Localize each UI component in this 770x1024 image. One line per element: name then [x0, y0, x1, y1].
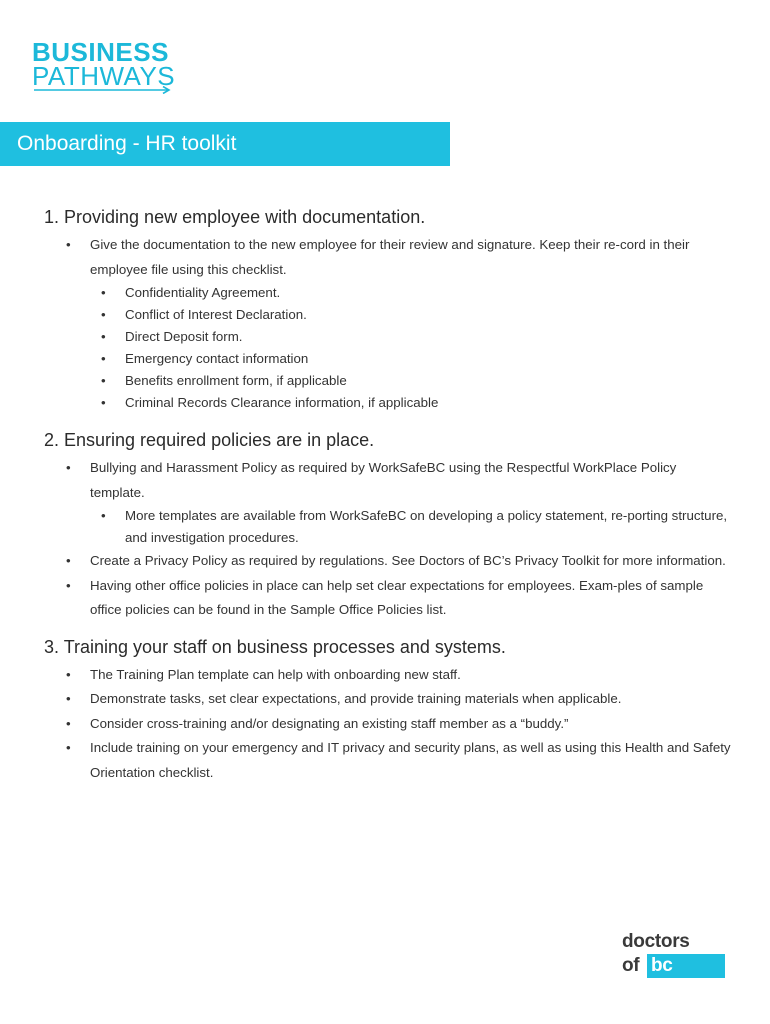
logo-line-pathways: PATHWAYS — [32, 61, 176, 91]
section-heading: 2. Ensuring required policies are in place. — [44, 430, 375, 450]
document-body — [44, 206, 734, 785]
bullet-list — [44, 456, 734, 623]
business-pathways-logo — [32, 38, 192, 94]
sub-list-item-text: Confidentiality Agreement. — [125, 285, 281, 300]
sub-list-item-text: Benefits enrollment form, if applicable — [125, 373, 347, 388]
sub-bullet-list — [90, 505, 734, 549]
list-item — [44, 456, 734, 549]
bullet-list — [44, 663, 734, 786]
logo-arrow-icon — [32, 86, 174, 94]
list-item — [44, 233, 734, 414]
sub-list-item — [90, 348, 734, 370]
sub-list-item-text: Conflict of Interest Declaration. — [125, 307, 307, 322]
bullet-list — [44, 233, 734, 414]
sub-list-item — [90, 282, 734, 304]
list-item-text: Consider cross-training and/or designating an existing staff member as a “buddy.” — [90, 715, 569, 731]
sub-list-item-text: Direct Deposit form. — [125, 329, 243, 344]
doctors-of-bc-logo — [622, 931, 732, 981]
bullet-icon: • — [101, 395, 106, 410]
bullet-icon: • — [66, 715, 71, 731]
section-documentation — [44, 206, 734, 414]
list-item-text: The Training Plan template can help with onboarding new staff. — [90, 666, 461, 682]
bullet-icon: • — [101, 285, 106, 300]
sub-bullet-list — [90, 282, 734, 414]
list-item-text: Bullying and Harassment Policy as required by WorkSafeBC using the Respectful WorkPlace Policy template. — [90, 460, 677, 500]
bullet-icon: • — [101, 351, 106, 366]
bullet-icon: • — [66, 460, 71, 475]
title-band — [0, 122, 450, 166]
list-item-text: Include training on your emergency and IT privacy and security plans, as well as using this Health and Safety Orientation checklist. — [90, 740, 731, 780]
bullet-icon: • — [66, 577, 71, 593]
list-item — [44, 549, 734, 574]
list-item — [44, 712, 734, 737]
bullet-icon: • — [101, 307, 106, 322]
logo-line-of: of — [622, 955, 640, 976]
page-title: Onboarding - HR toolkit — [17, 132, 237, 155]
logo-line-bc: bc — [651, 955, 673, 976]
list-item — [44, 736, 734, 785]
sub-list-item — [90, 505, 734, 549]
logo-line-business: BUSINESS — [32, 37, 169, 67]
section-heading: 1. Providing new employee with documentation. — [44, 207, 426, 227]
list-item — [44, 687, 734, 712]
bullet-icon: • — [66, 237, 71, 252]
list-item-text: Having other office policies in place can help set clear expectations for employees. Exam-ples of sample office policies can be found in the Sample Office Policies list. — [90, 577, 704, 617]
list-item-text: Create a Privacy Policy as required by regulations. See Doctors of BC’s Privacy Toolkit for more information. — [90, 553, 726, 568]
bullet-icon: • — [66, 666, 71, 682]
sub-list-item-text: Emergency contact information — [125, 351, 309, 366]
list-item — [44, 574, 734, 623]
section-policies — [44, 429, 734, 623]
bullet-icon: • — [66, 691, 71, 706]
bullet-icon: • — [101, 373, 106, 388]
logo-line-doctors: doctors — [622, 931, 690, 952]
list-item — [44, 663, 734, 688]
sub-list-item — [90, 370, 734, 392]
sub-list-item — [90, 326, 734, 348]
sub-list-item-text: More templates are available from WorkSafeBC on developing a policy statement, re-porting structure, and investigation procedures. — [125, 508, 728, 545]
bullet-icon: • — [66, 740, 71, 755]
sub-list-item — [90, 304, 734, 326]
section-training — [44, 636, 734, 786]
bullet-icon: • — [101, 508, 106, 523]
sub-list-item — [90, 392, 734, 414]
list-item-text: Give the documentation to the new employee for their review and signature. Keep their re-cord in their employee file using this checklist. — [90, 237, 690, 277]
list-item-text: Demonstrate tasks, set clear expectations, and provide training materials when applicable. — [90, 691, 622, 706]
sub-list-item-text: Criminal Records Clearance information, if applicable — [125, 395, 439, 410]
bullet-icon: • — [101, 329, 106, 344]
logo-bc-box — [647, 954, 725, 978]
section-heading: 3. Training your staff on business processes and systems. — [44, 636, 506, 657]
bullet-icon: • — [66, 553, 71, 568]
